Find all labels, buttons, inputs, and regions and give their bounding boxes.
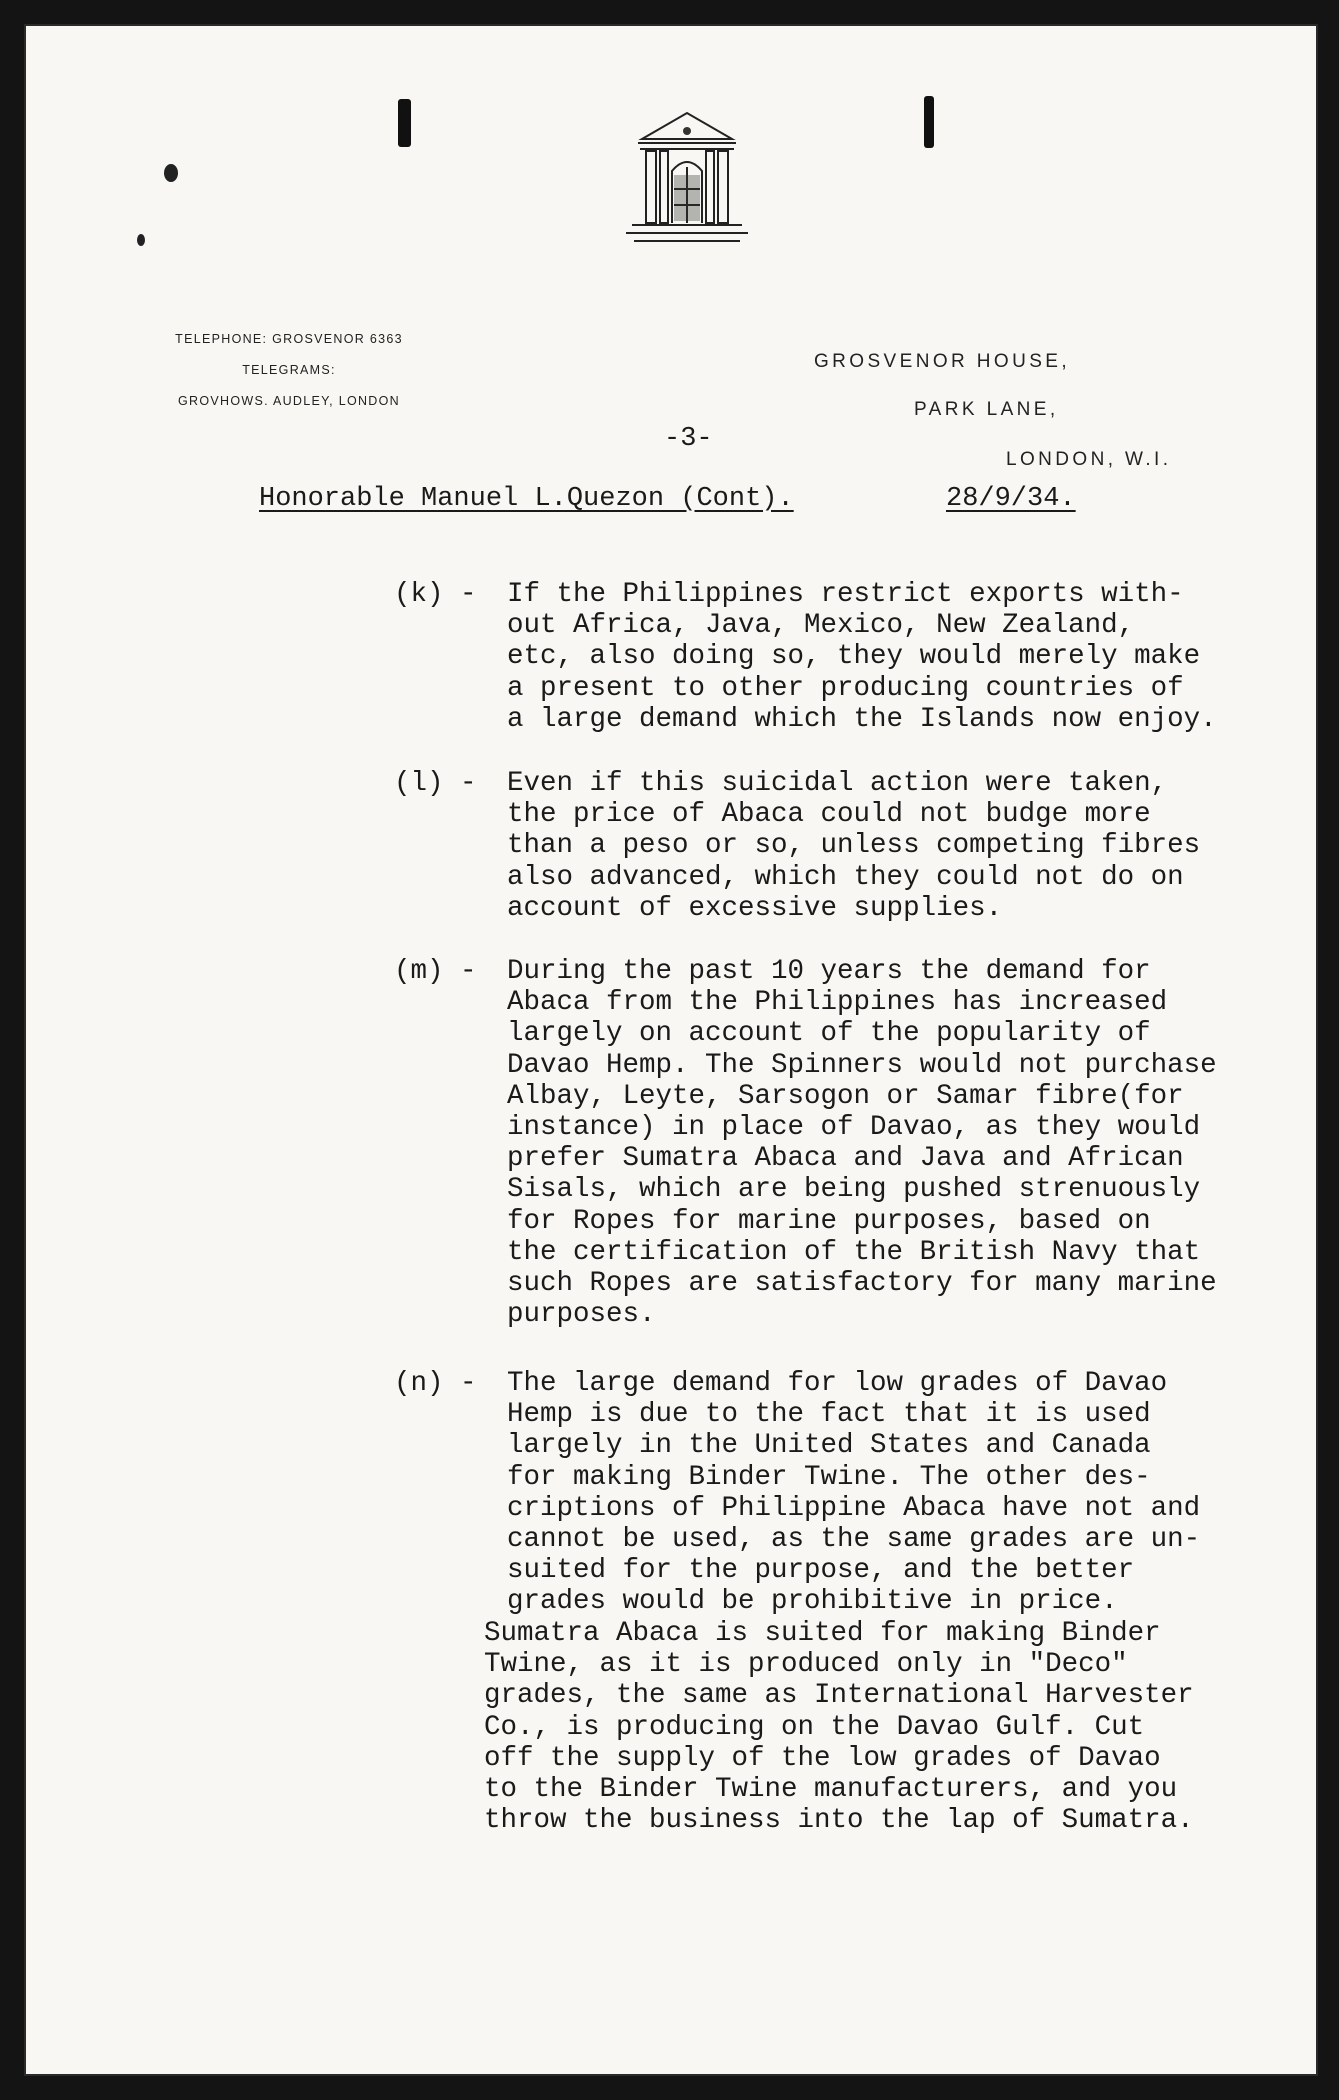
item-text: If the Philippines restrict exports with- out Africa, Java, Mexico, New Zealand, etc, also doing so, they would merely make a present to other producing countries of a large demand which the Islands now enjoy. xyxy=(507,579,1217,735)
item-label: (m) - xyxy=(394,956,477,987)
item-text: Even if this suicidal action were taken, the price of Abaca could not budge more than a peso or so, unless competing fibres also advanced, which they could not do on account of excessive supplies. xyxy=(507,768,1201,924)
ink-speck xyxy=(164,164,178,182)
item-label: (l) - xyxy=(394,768,477,799)
building-emblem-icon xyxy=(612,97,762,247)
item-label: (k) - xyxy=(394,579,477,610)
item-text: During the past 10 years the demand for Abaca from the Philippines has increased largely on account of the popularity of Davao Hemp. The Spinners would not purchase Albay, Leyte, Sarsogon or Samar fibre(for instance) in place of Davao, as they would prefer Sumatra Abaca and Java and African Sisals, which are being pushed strenuously for Ropes for marine purposes, based on the certification of the British Navy that such Ropes are satisfactory for many marine purposes. xyxy=(507,956,1217,1331)
telegrams-line: TELEGRAMS: xyxy=(242,363,336,377)
address-line-1: GROSVENOR HOUSE, xyxy=(814,351,1071,372)
telegram-address-line: GROVHOWS. AUDLEY, LONDON xyxy=(178,394,400,408)
address-line-3: LONDON, W.I. xyxy=(1006,449,1172,470)
item-label: (n) - xyxy=(394,1368,477,1399)
item-continuation-text: Sumatra Abaca is suited for making Binder Twine, as it is produced only in "Deco" grades, the same as International Harvester Co., is producing on the Davao Gulf. Cut off the supply of the low grades of Davao to the Binder Twine manufacturers, and you throw the business into the lap of Sumatra. xyxy=(484,1618,1194,1837)
address-line-2: PARK LANE, xyxy=(914,399,1059,420)
binder-tab-right xyxy=(924,96,934,148)
item-text: The large demand for low grades of Davao Hemp is due to the fact that it is used largely in the United States and Canada for making Binder Twine. The other des- criptions of Philippine Abaca have not and cannot be used, as the same grades are un- suited for the purpose, and the better grades would be prohibitive in price. xyxy=(507,1368,1201,1618)
contact-block xyxy=(124,324,454,417)
ink-speck xyxy=(137,234,145,246)
letter-page xyxy=(24,24,1318,2076)
recipient-reference: Honorable Manuel L.Quezon (Cont). xyxy=(259,484,794,514)
page-number: -3- xyxy=(664,424,713,454)
binder-tab-left xyxy=(398,99,411,147)
letter-date: 28/9/34. xyxy=(946,484,1076,514)
telephone-line: TELEPHONE: GROSVENOR 6363 xyxy=(175,332,403,346)
